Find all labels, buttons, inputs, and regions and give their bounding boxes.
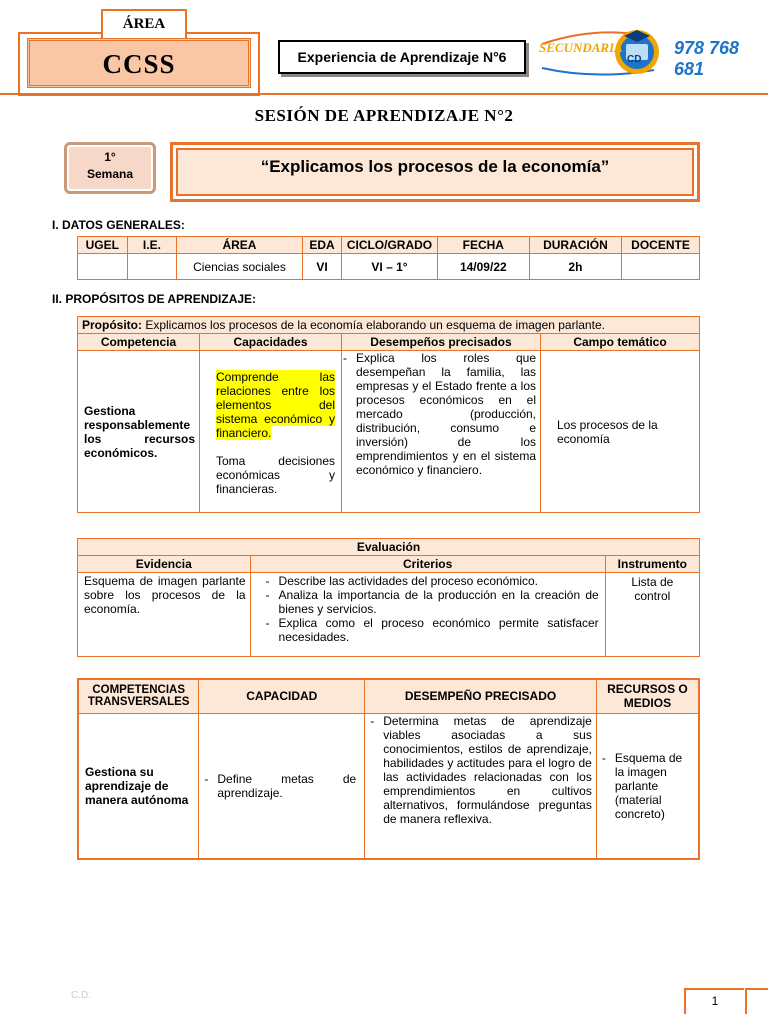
evaluation-title: Evaluación: [78, 539, 700, 556]
docente-value: [622, 254, 700, 280]
col-eda: EDA: [302, 237, 341, 254]
transversal-competence: Gestiona su aprendizaje de manera autónoma: [78, 713, 199, 859]
area-label: ÁREA: [101, 9, 187, 40]
transversal-resources-cell: [596, 713, 699, 859]
page-corner-decoration: [745, 988, 768, 1014]
col-recursos: RECURSOS O MEDIOS: [596, 679, 699, 713]
general-data-table: [77, 236, 700, 280]
purpose-label: Propósito:: [82, 318, 142, 332]
capacity-2: Toma decisiones económicas y financieras.: [216, 453, 335, 496]
transversal-data-row: [78, 713, 699, 859]
logo-initials: CD: [627, 54, 642, 65]
ie-value: [127, 254, 177, 280]
criteria-cell: [250, 573, 605, 657]
criteria-list: [255, 574, 599, 644]
experience-title: Experiencia de Aprendizaje N°6: [278, 40, 526, 74]
evaluation-title-row: [78, 539, 700, 556]
general-data-heading: I. DATOS GENERALES:: [52, 218, 185, 232]
logo-text: SECUNDARIA: [539, 40, 623, 55]
competence-value: Gestiona responsablemente los recursos económicos.: [78, 351, 200, 513]
eda-value: VI: [302, 254, 341, 280]
col-capacidad: CAPACIDAD: [199, 679, 365, 713]
transversal-performance-cell: [365, 713, 597, 859]
ciclo-value: VI – 1°: [342, 254, 438, 280]
purpose-cell: [78, 317, 700, 334]
week-number: 1°: [104, 150, 116, 164]
transversal-resources: - Esquema de la imagen parlante (material concreto): [615, 751, 694, 821]
purposes-header-row: [78, 334, 700, 351]
session-title: SESIÓN DE APRENDIZAJE N°2: [254, 106, 514, 125]
performance-item: - Explica los roles que desempeñan la familia, las empresas y el Estado frente a los procesos económicos en el mercado (producción, distribución, consumo e inversión) de los emprendimientos y en el sistema económico y financiero.: [356, 351, 536, 477]
evidence-value: Esquema de imagen parlante sobre los procesos de la economía.: [78, 573, 251, 657]
purposes-table: [77, 316, 700, 513]
transversal-capacity-list: [203, 772, 356, 800]
capacity-1: [216, 370, 335, 440]
general-data-row: [78, 254, 700, 280]
general-data-header-row: [78, 237, 700, 254]
criteria-item: - Analiza la importancia de la producción en la creación de bienes y servicios.: [279, 588, 599, 616]
col-competencias-transversales: COMPETENCIAS TRANSVERSALES: [78, 679, 199, 713]
performance-cell: [342, 351, 541, 513]
transversal-performance: - Determina metas de aprendizaje viables asociadas a sus conocimientos, estilos de aprendizaje, habilidades y actitudes para el logro de las actividades relacionadas con los emprendimientos en cultivos alternativos, formulándose preguntas de manera reflexiva.: [383, 714, 592, 826]
purpose-row: [78, 317, 700, 334]
page-number: 1: [684, 988, 744, 1014]
purposes-heading: II. PROPÓSITOS DE APRENDIZAJE:: [52, 292, 257, 306]
course-title: CCSS: [27, 38, 251, 88]
footer-watermark: C.D.: [71, 990, 91, 1001]
transversal-resources-list: [601, 751, 694, 821]
col-capacidades: Capacidades: [200, 334, 342, 351]
col-desempenos: Desempeños precisados: [342, 334, 541, 351]
evaluation-header-row: [78, 556, 700, 573]
col-desempeno-precisado: DESEMPEÑO PRECISADO: [365, 679, 597, 713]
fecha-value: 14/09/22: [437, 254, 529, 280]
criteria-item: - Explica como el proceso económico permite satisfacer necesidades.: [279, 616, 599, 644]
col-fecha: FECHA: [437, 237, 529, 254]
ugel-value: [78, 254, 128, 280]
transversal-capacity: - Define metas de aprendizaje.: [217, 772, 356, 800]
col-ciclo: CICLO/GRADO: [342, 237, 438, 254]
week-label: Semana: [86, 167, 134, 181]
col-instrumento: Instrumento: [605, 556, 699, 573]
area-value: Ciencias sociales: [177, 254, 303, 280]
capacity-1-text: Comprende las relaciones entre los elementos del sistema económico y financiero.: [216, 369, 335, 440]
col-campo: Campo temático: [541, 334, 700, 351]
transversal-performance-list: [369, 714, 592, 826]
theme-value: Los procesos de la economía: [541, 351, 700, 513]
col-ugel: UGEL: [78, 237, 128, 254]
purposes-data-row: [78, 351, 700, 513]
col-duracion: DURACIÓN: [529, 237, 621, 254]
col-area: ÁREA: [177, 237, 303, 254]
col-docente: DOCENTE: [622, 237, 700, 254]
col-competencia: Competencia: [78, 334, 200, 351]
phone-number: 978 768 681: [674, 38, 740, 79]
week-badge: [64, 142, 156, 194]
evaluation-table: [77, 538, 700, 657]
duracion-value: 2h: [529, 254, 621, 280]
col-criterios: Criterios: [250, 556, 605, 573]
transversal-table: [77, 678, 700, 860]
evaluation-data-row: [78, 573, 700, 657]
col-evidencia: Evidencia: [78, 556, 251, 573]
transversal-header-row: [78, 679, 699, 713]
header-divider: [0, 93, 768, 95]
criteria-item: - Describe las actividades del proceso económico.: [279, 574, 599, 588]
capacities-cell: [200, 351, 342, 513]
transversal-capacity-cell: [199, 713, 365, 859]
performance-list: [346, 351, 536, 477]
purpose-text: Explicamos los procesos de la economía elaborando un esquema de imagen parlante.: [142, 318, 605, 332]
col-ie: I.E.: [127, 237, 177, 254]
instrument-value: Lista de control: [605, 573, 699, 657]
session-topic: “Explicamos los procesos de la economía”: [170, 142, 700, 202]
